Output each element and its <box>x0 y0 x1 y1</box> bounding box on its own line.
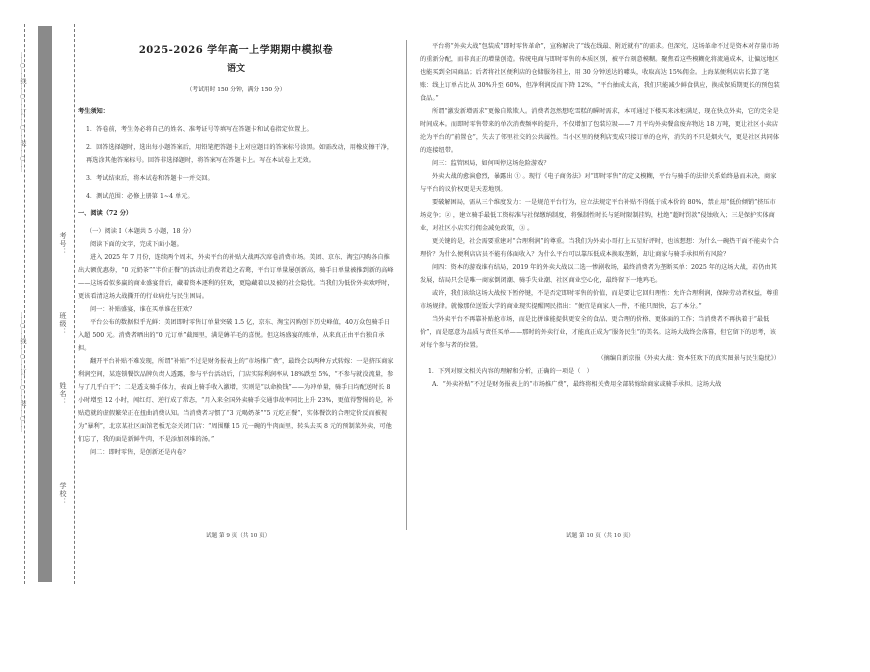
passage-paragraph: 要破解困局，需从三个维度发力：一是规范平台行为，应立法规定平台补贴不得低于成本价的 80%，禁止用“低价倾销”挤压市场竞争；② ，建立骑手最低工资标准与社保缴纳制度，将强制性时长与延时限制挂钩，杜绝“超时罚款”侵蚀收入；三是保护实体商业，对社区小店实行佣金减免政策，③ 。 <box>420 199 776 232</box>
passage-question-heading: 问二：即时零售，是创新还是内卷？ <box>90 449 189 456</box>
section-instruction: 阅读下面的文字，完成下面小题。 <box>90 241 183 248</box>
passage-source: （摘编自新京报《外卖大战：资本狂欢下的真实图景与民生隐忧》） <box>597 355 780 362</box>
passage-paragraph: 外卖大战的愈演愈烈，暴露出 ① 。现行《电子商务法》对“即时零售”的定义模糊，平台与骑手的法律关系始终悬而未决，商家与平台的议价权更是天差地别。 <box>420 173 777 193</box>
passage-paragraph: 所谓“激发新增需求”更像自欺欺人。消费者忽然想吃雪糕的瞬时需求，本可通过下楼买来冰柜满足，现在快点外卖，它的完全是时间成本。而即时零售带来的单次消费频率的提升，不仅增加了包装垃圾——7 月平均外卖餐盒废弃物达 18 万吨，更让社区小卖店沦为平台的“前置仓”，失去了邻里社交的公共属性。当小区里的便利店变成只接订单的仓库，消失的不只是烟火气，更是社区共同体的连接纽带。 <box>420 108 780 154</box>
exam-title: 2025-2026 学年高一上学期期中模拟卷 <box>138 45 334 56</box>
name-label: 姓名： <box>59 382 67 406</box>
section-subtitle: （一）阅读 I（本题共 5 小题，18 分） <box>86 228 195 235</box>
left-column <box>78 40 394 459</box>
passage-paragraph: 进入 2025 年 7 月份，连续两个周末，外卖平台的补贴大战再次席卷消费市场。美团、京东、淘宝闪购各自推出大额优惠券，“0 元奶茶”“半价正餐”的活动让消费者趋之若鹜，平台订单量屡创新高，骑手日单量被推到新的高峰——这场看似多赢的商业盛宴背后，藏着资本逐利的狂欢，更隐藏着以及被的社会隐忧。当我们为低价外卖欢呼时，更该看清这场大战撕开的行业病灶与民生困局。 <box>78 254 394 300</box>
notice-item: 3．考试结束后，将本试卷和答题卡一并交回。 <box>86 175 214 182</box>
exam-note: （考试用时 150 分钟，满分 150 分） <box>186 87 286 93</box>
right-column <box>420 40 780 391</box>
notice-item: 2．回答选择题时，选出每小题答案后，用铅笔把答题卡上对应题目的答案标号涂黑。如需改动，用橡皮擦干净，再选涂其他答案标号。回答非选择题时，将答案写在答题卡上。写在本试卷上无效。 <box>86 144 394 164</box>
exam-subject: 语文 <box>226 64 245 74</box>
notice-heading: 考生须知： <box>78 108 109 115</box>
passage-paragraph: 平台将“外卖大战”包装成“即时零售革命”，宣称解决了“线在线最、附近就有”的需求。但深究，这场革命不过是资本对存量市场的重新分配，而非真正的增量创造。传统电商与即时零售的本质区别，被平台刻意模糊。聚焦看这些模糊化将流通成本，让偏远地区也能买到全国商品；后者将社区便利店的仓储服务挂上，用 30 分钟送达的噱头，收取高达 15%佣金。上海某便利店店长算了笔账：线上订单占比从 30%升至 60%，但净利润反而下降 12%，“平台抽成太高，我们只能减少鲜食供应，换成保质期更长的预包装食品。” <box>420 43 780 102</box>
passage-question-heading: 问一：补贴盛宴，谁在买单谁在狂欢？ <box>90 306 196 313</box>
column-divider <box>406 40 407 530</box>
binding-dots-lower: ……○……线……○……订……○……装……○…… <box>19 312 26 431</box>
section-title: 一、阅读（72 分） <box>78 210 133 217</box>
binding-bar <box>38 26 52 582</box>
page-footer-right: 试题 第 10 页（共 10 页） <box>566 533 634 539</box>
passage-paragraph: 平台公布的数据似乎光鲜：美团即时零售订单量突破 1.5 亿，京东、淘宝闪购创下历史峰值，40万众包骑手日入超 500 元。消费者晒出的“0 元订单”截图里，满是薅羊毛的喜悦。但这场盛宴的账单，从来真正由平台独自承担。 <box>78 319 391 352</box>
fold-line <box>74 24 76 584</box>
passage-paragraph: 问四：资本的游戏谁有结局，2019 年的外卖大战以二选一惨剧收场，最终消费者为垄断买单：2025 年的这场大战，若仍由其发展，结局只会是唯一商家倒闭潮、骑手失业潮、社区商业空心化，最终留下一地鸡毛。 <box>420 264 777 284</box>
passage-paragraph: 更关键的是，社会需要重建对“合理利润”的尊重。当我们为外卖小哥打上五星好评时，也该想想：为什么一碗热干面不能卖个合理价？为什么便利店店员不能有体面收入？为什么平台可以靠压低成本换取垄断，却让商家与骑手承担所有风险？ <box>420 238 779 258</box>
question-stem: 1．下列对原文相关内容的理解和分析，正确的一项是（ ） <box>428 368 593 375</box>
binding-dots: ……○……线……○……订……○……装……○…… <box>19 52 26 171</box>
passage-question-heading: 问三：监管困局，如何叫停这场危险游戏？ <box>432 160 550 167</box>
binding-margin <box>16 12 68 572</box>
passage-paragraph: 当外卖平台不再靠补贴抢市场，而是比拼谁能提供更安全的食品、更合理的价格、更体面的工作；当消费者不再执着于“最低价”，而是愿意为品质与责任买单——那时的外卖行业，才能真正成为“服务民生”的美名。这场大战终会落幕，但它留下的思考，该对每个参与者的位置。 <box>420 316 776 349</box>
notice-item: 4．测试范围：必修上册第 1~4 单元。 <box>86 193 194 200</box>
passage-paragraph: 翻开平台补贴不难发现，所谓“补贴”不过是财务报表上的“市场推广费”，最终会以两种方式转嫁：一是挤压商家利润空间，某连锁餐饮品牌负责人透露，参与平台活动后，门店实际利润率从 18%跌至 5%，“不参与就没流量，参与了几乎白干”；二是透支骑手体力，表面上骑手收入激增，实则是“以命换钱”——为冲单量，骑手日均配送时长 8 小时增至 12 小时，闯红灯、逆行成了常态，“月入来全国外卖骑手交通事故率同比上升 23%，更值得警惕的是，补贴造就的虚假繁荣正在扭曲消费认知。当消费者习惯了“3 元喝奶茶”“5 元吃正餐”，实体餐饮的合理定价反而被视为“暴利”，北京某社区面馆老板无奈关闭门店：“周围赚 15 元一碗的牛肉面里，转头去买 8 元的预制菜外卖，可他们忘了，我的面是新鲜牛肉，不是添加剂堆的汤。” <box>78 358 394 443</box>
passage-paragraph: 或许，我们该给这场大战按下暂停键，不是否定即时零售的价值，而是要让它回归理性：允许合理利润，保障劳动者权益，尊重市场规律。就像那位送饭大学的商业现实提醒网民指出：“便宜是商家人一件，不能只图快，忘了本分。” <box>420 290 779 310</box>
notice-item: 1．答卷前，考生务必将自己的姓名、准考证号等填写在答题卡和试卷指定位置上。 <box>86 126 313 133</box>
page-footer-left: 试题 第 9 页（共 10 页） <box>206 533 271 539</box>
exam-number-label: 考号： <box>59 232 67 256</box>
class-label: 班级： <box>59 312 67 336</box>
answer-option: A．“外卖补贴”不过是财务报表上的“市场推广费”，最终将相关费用全部转嫁给商家或骑手承担。这场大战 <box>432 381 722 388</box>
school-label: 学校： <box>59 482 67 506</box>
